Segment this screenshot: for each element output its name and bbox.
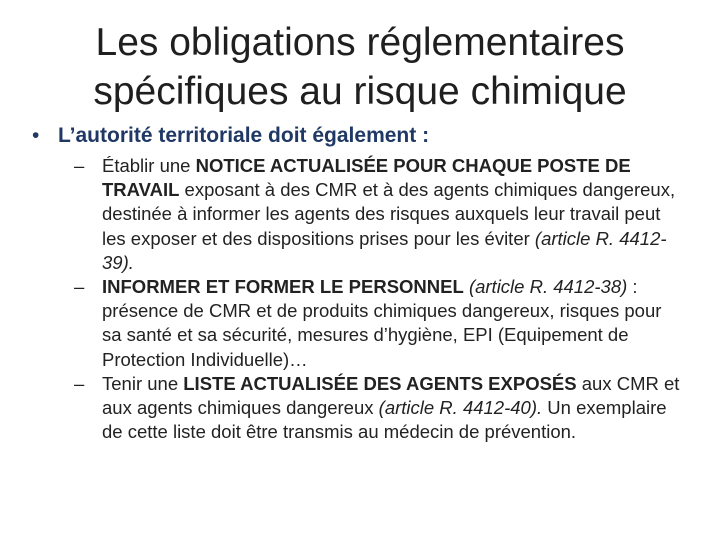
dash-icon: – [74,276,85,298]
main-bullet-text: L’autorité territoriale doit également : [58,124,430,147]
bullet-icon: • [32,124,40,147]
item-text: Un exemplaire de cette liste doit être transmis au médecin de prévention. [102,397,667,443]
slide-content [30,122,700,444]
item-text: Établir une [102,155,196,176]
list-item [30,275,700,372]
item-reference: (article R. 4412-39). [102,227,667,273]
item-text: Tenir une [102,372,184,394]
item-emphasis: INFORMER ET FORMER LE PERSONNEL [102,276,464,298]
item-text: exposant à des CMR et à des agents chimiques dangereux, destinée à informer les agents des risques auxquels leur travail peut les exposer et des dispositions prises pour les éviter [102,179,676,249]
main-bullet [30,122,700,150]
item-reference: (article R. 4412-38) [468,276,628,298]
dash-icon: – [74,155,85,176]
sub-list [30,154,700,444]
item-text: aux CMR et aux agents chimiques dangereux [102,372,680,419]
item-text: : présence de CMR et de produits chimiques dangereux, risques pour sa santé et sa sécurité, mesures d’hygiène, EPI (Equipement de Protection Individuelle)… [102,276,662,370]
list-item [30,154,700,275]
list-item [30,372,700,445]
title-line-2: spécifiques au risque chimique [93,70,627,113]
slide-title [20,18,700,116]
title-line-1: Les obligations réglementaires [95,21,625,64]
dash-icon: – [74,372,85,394]
item-emphasis: LISTE ACTUALISÉE DES AGENTS EXPOSÉS [183,372,577,394]
item-reference: (article R. 4412-40). [378,397,543,419]
item-emphasis: NOTICE ACTUALISÉE POUR CHAQUE POSTE DE TRAVAIL [102,155,631,201]
